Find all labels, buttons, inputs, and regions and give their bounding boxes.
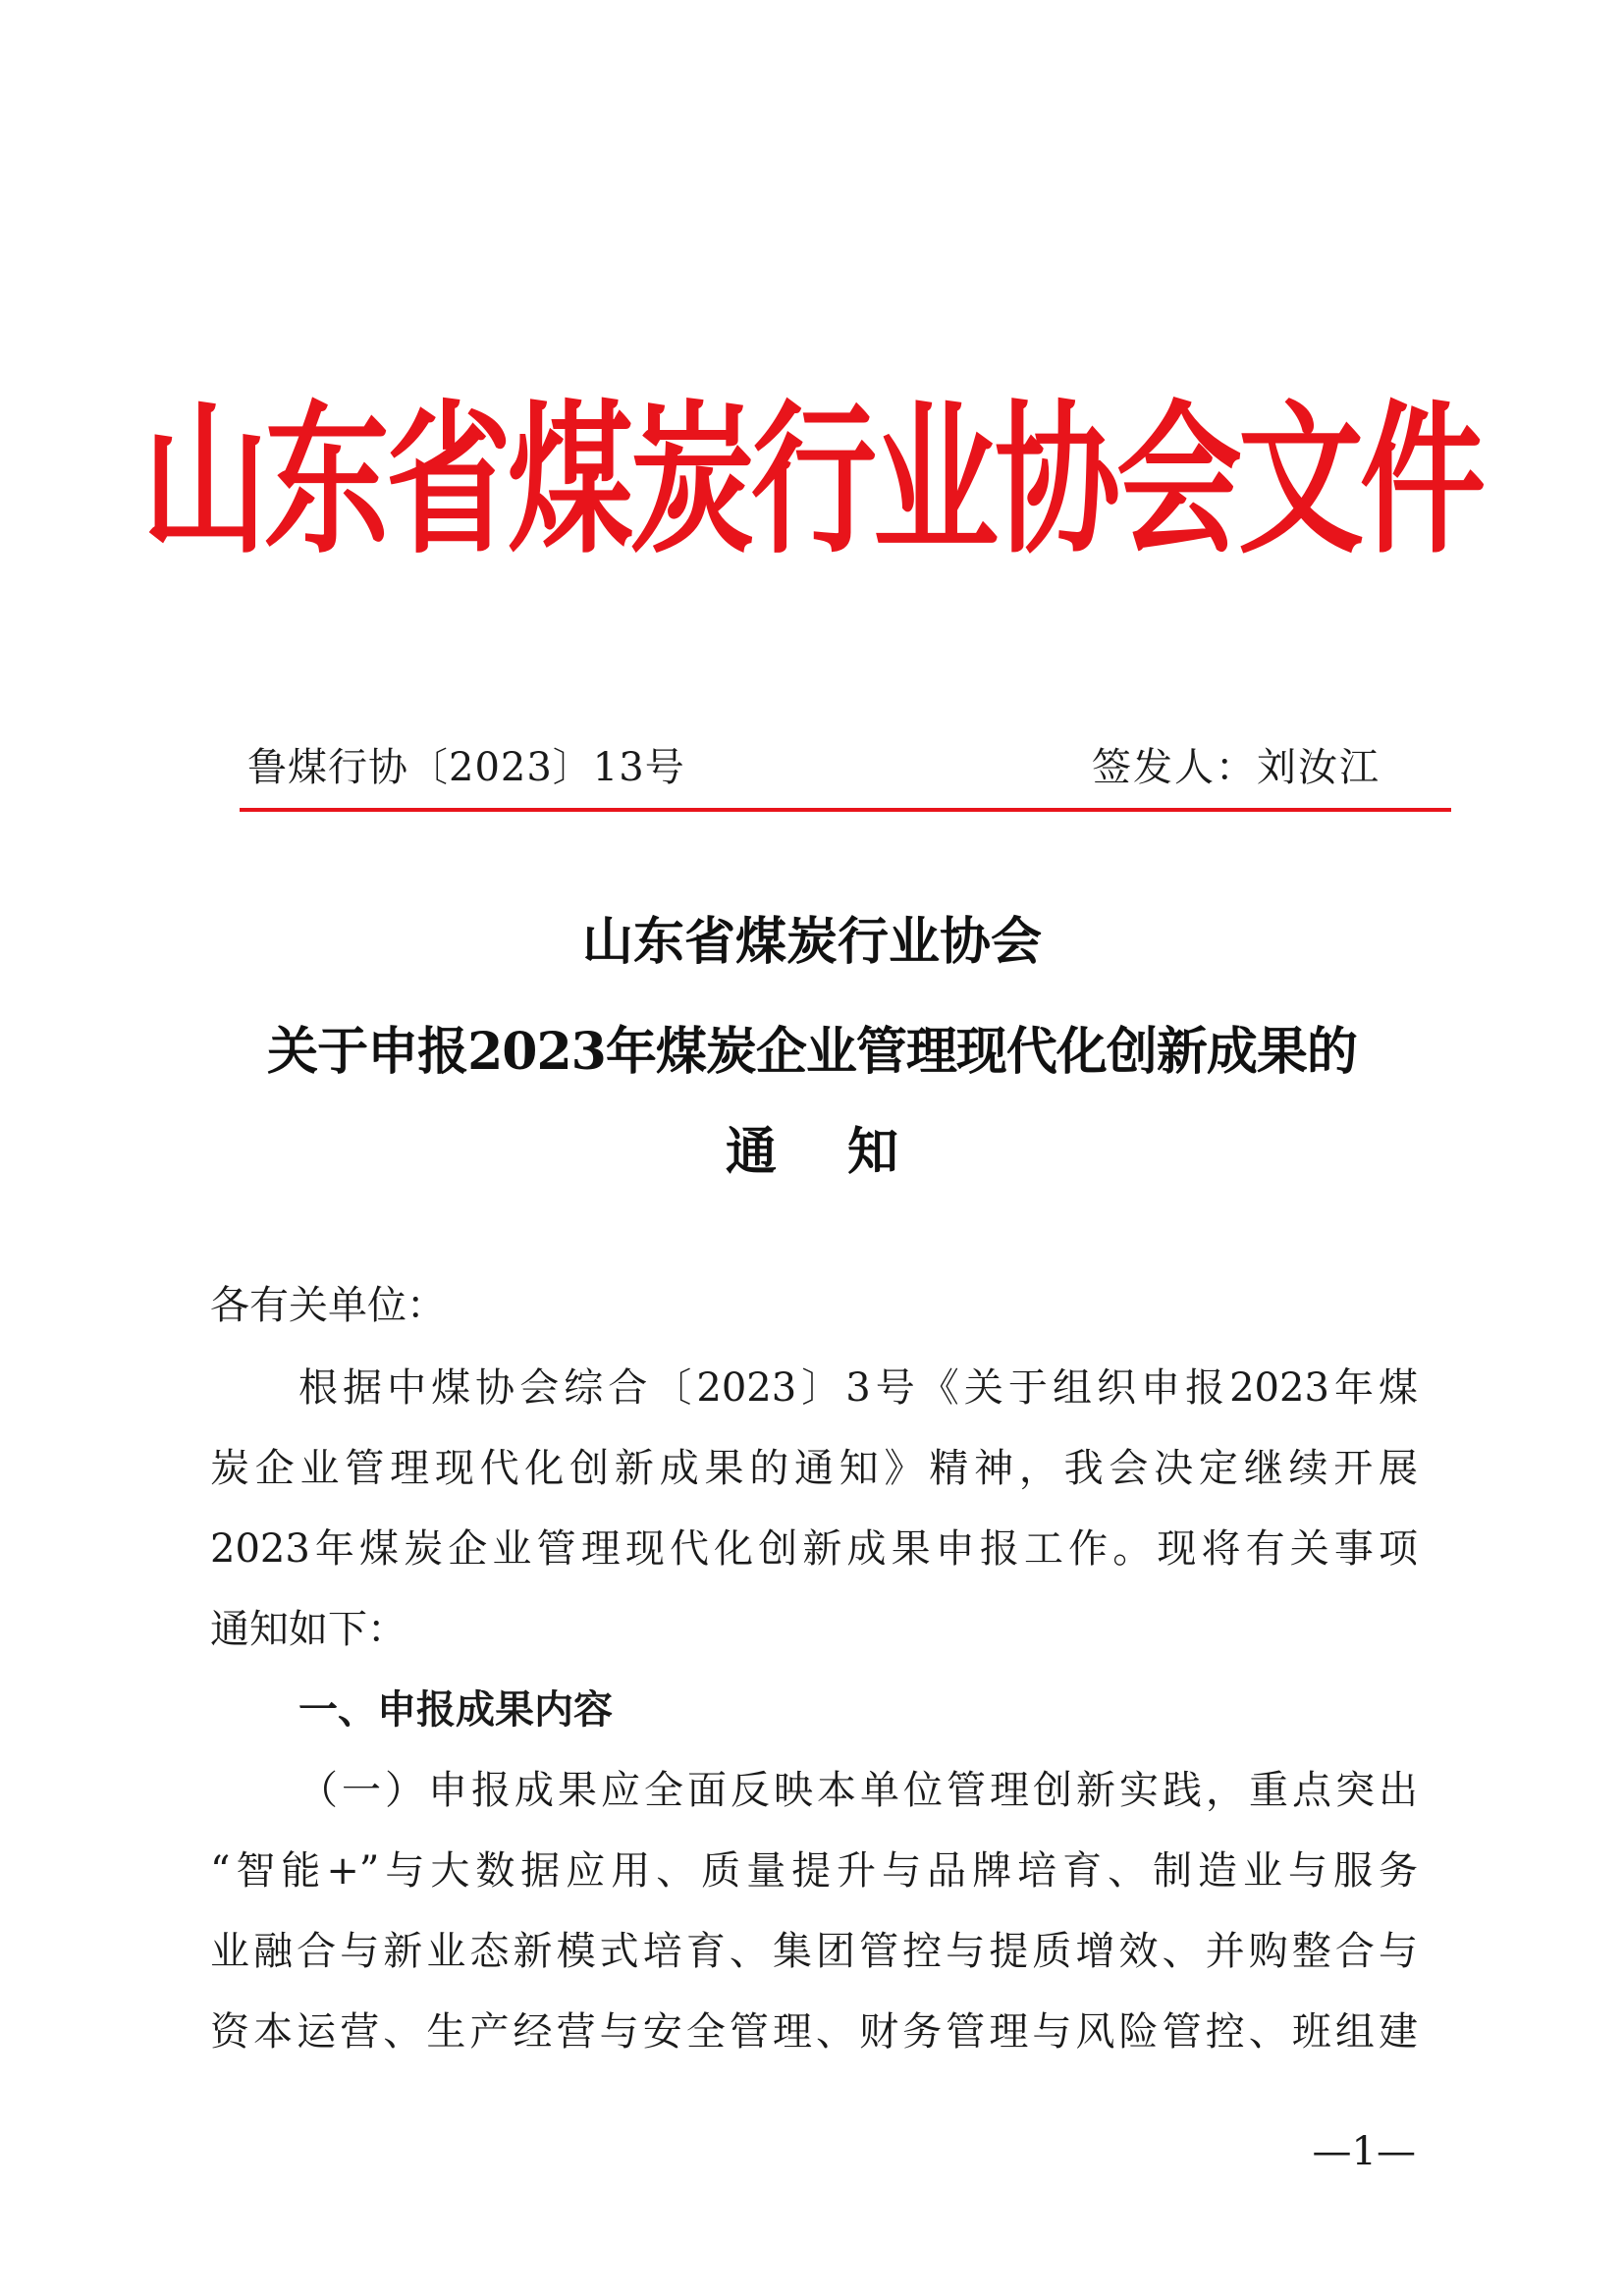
- paragraph-2-line-2: “智能+”与大数据应用、质量提升与品牌培育、制造业与服务: [210, 1848, 1418, 1894]
- issuer-signature: 签发人：刘汝江: [1092, 745, 1380, 790]
- document-masthead: 山东省煤炭行业协会文件: [141, 386, 1482, 577]
- paragraph-2-line-3: 业融合与新业态新模式培育、集团管控与提质增效、并购整合与: [210, 1929, 1418, 1974]
- paragraph-1-line-2: 炭企业管理现代化创新成果的通知》精神，我会决定继续开展: [210, 1446, 1418, 1491]
- document-number: 鲁煤行协〔2023〕13号: [247, 745, 685, 790]
- paragraph-1-line-4: 通知如下：: [210, 1607, 406, 1652]
- title-line-1: 山东省煤炭行业协会: [581, 912, 1042, 972]
- paragraph-1-line-3: 2023年煤炭企业管理现代化创新成果申报工作。现将有关事项: [210, 1526, 1418, 1572]
- salutation: 各有关单位：: [210, 1283, 446, 1328]
- red-separator-rule: [240, 808, 1451, 812]
- title-line-2: 关于申报2023年煤炭企业管理现代化创新成果的: [267, 1022, 1357, 1082]
- page-number: —1—: [1312, 2129, 1416, 2174]
- paragraph-2-line-4: 资本运营、生产经营与安全管理、财务管理与风险管控、班组建: [210, 2009, 1418, 2055]
- paragraph-2-line-1: （一）申报成果应全面反映本单位管理创新实践，重点突出: [298, 1768, 1418, 1813]
- section-1-heading: 一、申报成果内容: [298, 1687, 613, 1733]
- paragraph-1-line-1: 根据中煤协会综合〔2023〕3号《关于组织申报2023年煤: [298, 1365, 1418, 1411]
- title-line-3: 通知: [725, 1122, 969, 1182]
